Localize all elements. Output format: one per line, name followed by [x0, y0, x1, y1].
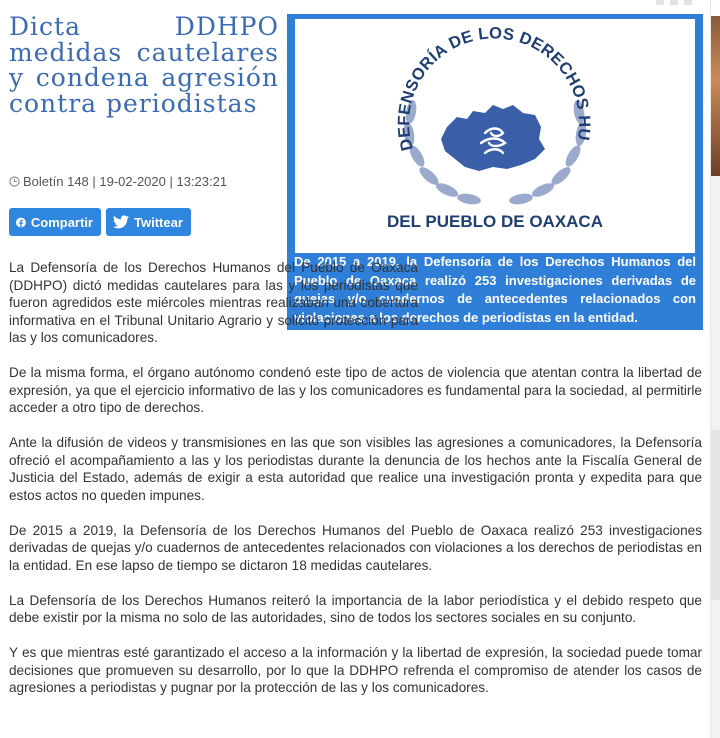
- ddhpo-logo: [295, 19, 695, 253]
- facebook-share-label: Compartir: [30, 214, 93, 230]
- sidebar-photo-thumbnail[interactable]: [711, 16, 720, 176]
- article-body: [9, 259, 702, 714]
- article-paragraph: Ante la difusión de videos y transmisiones en las que son visibles las agresiones a comunicadores, la Defensoría ofreció el acompañamiento a las y los periodistas durante la denuncia de los hechos ante la Fiscalía General de Justicia del Estado, además de exigir a esta autoridad que realice una investigación pronta y expedita para que estos actos no queden impunes.: [9, 435, 702, 503]
- facebook-icon: [16, 215, 26, 230]
- article-title: Dicta DDHPO medidas cautelares y condena agresión contra periodistas: [9, 12, 279, 118]
- article-meta: [9, 174, 227, 189]
- article-paragraph: La Defensoría de los Derechos Humanos reiteró la importancia de la labor periodística y el debido respeto que debe existir por la misma no solo de las autoridades, sino de todos los sectores sociales en su conjunto.: [9, 592, 702, 625]
- figure-caption: De 2015 a 2019, la Defensoría de los Derechos Humanos del Pueblo de Oaxaca realizó 253 investigaciones derivadas de quejas y/o cuadernos de antecedentes relacionados con violaciones a los derechos de periodistas en la entidad.: [294, 254, 696, 325]
- article-paragraph: Y es que mientras esté garantizado el acceso a la información y la libertad de expresión, la sociedad puede tomar decisiones que promueven su desarrollo, por lo que la DDHPO refrenda el compromiso de atender los casos de agresiones a periodistas y pugnar por la protección de las y los comunicadores.: [9, 645, 702, 695]
- figure-float-spacer: [418, 259, 702, 331]
- top-bar: [0, 0, 710, 8]
- top-print-icon[interactable]: [684, 0, 692, 5]
- ddhpo-logo-image[interactable]: [295, 19, 695, 253]
- top-icons: [656, 0, 692, 8]
- twitter-share-label: Twittear: [134, 214, 183, 230]
- twitter-icon: [113, 215, 129, 229]
- twitter-share-button[interactable]: [106, 208, 191, 236]
- logo-arc-text: DEFENSORÍA DE LOS DERECHOS HU: [394, 24, 594, 153]
- article-paragraph: La Defensoría de los Derechos Humanos del Pueblo de Oaxaca (DDHPO) dictó medidas cautelares para las y los periodistas que fueron agredidos este miércoles mientras realizaban una cobertura informativa en el Tribunal Unitario Agrario y solicitó protección para las y los comunicadores.: [9, 260, 418, 345]
- clock-icon: [9, 176, 20, 187]
- facebook-share-button[interactable]: [9, 208, 101, 236]
- article-paragraph: De 2015 a 2019, la Defensoría de los Derechos Humanos del Pueblo de Oaxaca realizó 253 investigaciones derivadas de quejas y/o cuadernos de antecedentes relacionados con violaciones a los derechos de periodistas en la entidad. En ese lapso de tiempo se dictaron 18 medidas cautelares.: [9, 522, 702, 573]
- article-meta-text: Boletín 148 | 19-02-2020 | 13:23:21: [23, 174, 228, 189]
- logo-bottom-text: DEL PUEBLO DE OAXACA: [387, 212, 603, 231]
- share-buttons: [9, 208, 191, 236]
- top-mail-icon[interactable]: [670, 0, 678, 5]
- sidebar-panel: [711, 430, 720, 600]
- top-share-icon[interactable]: [656, 0, 664, 5]
- sidebar-edge: [710, 0, 720, 738]
- article-paragraph: De la misma forma, el órgano autónomo condenó este tipo de actos de violencia que atentan contra la libertad de expresión, ya que el ejercicio informativo de las y los comunicadores es fundamental para la sociedad, al permitirle acceder a otro tipo de derechos.: [9, 365, 702, 415]
